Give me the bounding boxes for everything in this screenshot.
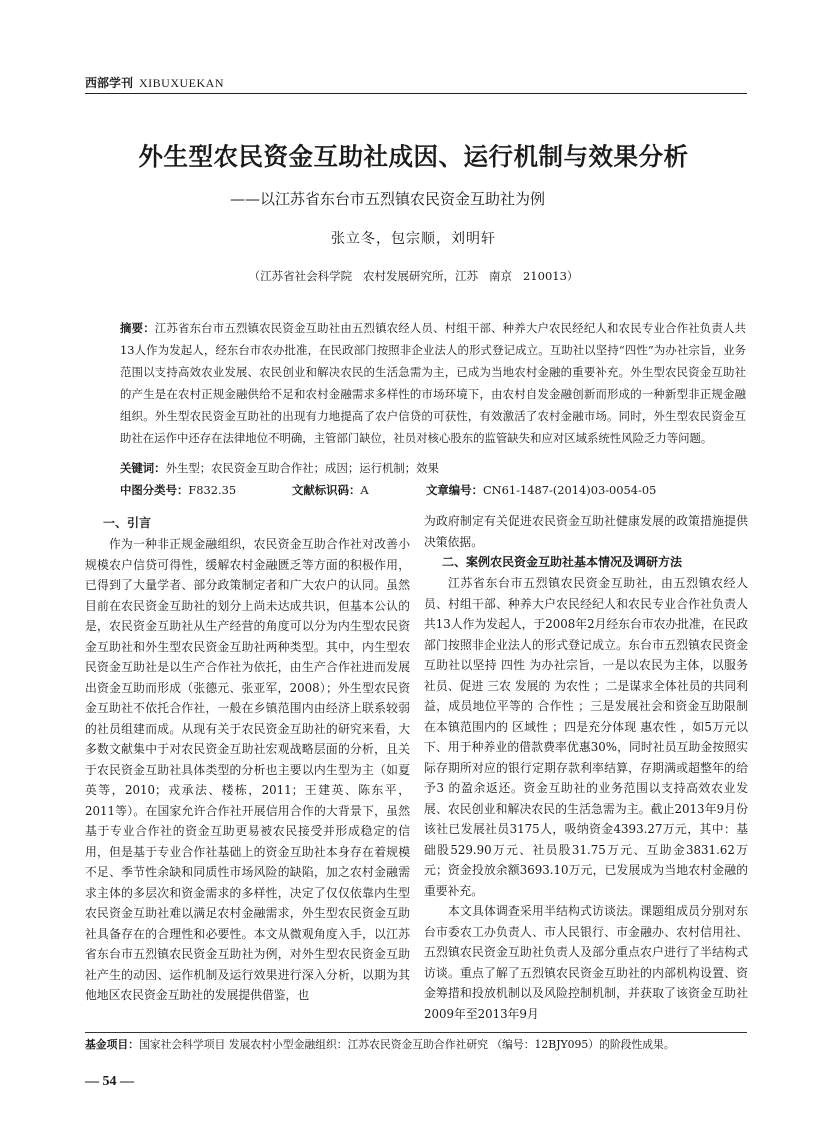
journal-header (85, 74, 224, 91)
left-column (85, 513, 410, 1006)
clc-code: 中图分类号：F832.35 (120, 483, 237, 497)
body-paragraph: 本文具体调查采用半结构式访谈法。课题组成员分别对东台市委农工办负责人、市人民银行、市金融办、农村信用社、五烈镇农民资金互助社负责人及部分重点农户进行了半结构式访谈。重点了解了五烈镇农民资金互助社的内部机构设置、资金筹措和投放机制以及风险控制机制，并获取了该资金互助社2009年至2013年9月 (424, 904, 748, 1021)
right-column (424, 511, 748, 1024)
journal-name-cn: 西部学刊 (85, 76, 134, 90)
affiliation: （江苏省社会科学院 农村发展研究所，江苏 南京 210013） (248, 269, 579, 283)
keywords-text: 外生型；农民资金互助合作社；成因；运行机制；效果 (165, 461, 439, 475)
keywords-label: 关键词： (120, 461, 166, 475)
page-number: — 54 — (85, 1074, 134, 1089)
document-code: 文献标识码：A (292, 483, 369, 497)
journal-name-en: XIBUXUEKAN (139, 76, 225, 90)
body-paragraph: 江苏省东台市五烈镇农民资金互助社，由五烈镇农经人员、村组干部、种养大户农民经纪人和农民专业合作社负责人共13人作为发起人，于2008年2月经东台市农办批准，在民政部门按照非企业法人的形式登记成立。东台市五烈镇农民资金互助社以坚持 四性 为办社宗旨，一是以农民为主体，以服务社员、促进 三农 发展的 为农性 ；二是谋求全体社员的共同利益，成员地位平等的 合作性 ；三是发展社会和资金互助限制在本镇范围内的 区域性 ；四是充分体现 惠农性 ，如5万元以下、用于种养业的借款费率优惠30%，同时社员互助金按照实际存期所对应的银行定期存款利率结算，存期满或超整年的给予3 的盈余返还。资金互助社的业务范围以支持高效农业发展、农民创业和解决农民的生活急需为主。截止2013年9月份该社已发展社员3175人，吸纳资金4393.27万元，其中：基础股529.90万元、社员股31.75万元、互助金3831.62万元；资金投放余额3693.10万元，已发展成为当地农村金融的重要补充。 (424, 576, 748, 898)
body-paragraph-continued: 为政府制定有关促进农民资金互助社健康发展的政策措施提供决策依据。 (424, 514, 748, 549)
author-list: 张立冬，包宗顺，刘明轩 (331, 231, 496, 247)
keywords (120, 460, 746, 476)
body-paragraph: 作为一种非正规金融组织，农民资金互助合作社对改善小规模农户信贷可得性，缓解农村金融匮乏等方面的积极作用，已得到了大量学者、部分政策制定者和广大农户的认同。虽然目前在农民资金互助社的划分上尚未达成共识，但基本公认的是，农民资金互助社从生产经营的角度可以分为内生型农民资金互助社和外生型农民资金互助社两种类型。其中，内生型农民资金互助社是以生产合作社为依托，由生产合作社进而发展出资金互助而形成（张德元、张亚军，2008）；外生型农民资金互助社不依托合作社，一般在乡镇范围内由经济上联系较弱的社员组建而成。从现有关于农民资金互助社的研究来看，大多数文献集中于对农民资金互助社宏观战略层面的分析，且关于农民资金互助社具体类型的分析也主要以内生型为主（如夏英等，2010；戎承法、楼栋，2011；王建英、陈东平，2011等）。在国家允许合作社开展信用合作的大背景下，虽然基于专业合作社的资金互助更易被农民接受并形成稳定的信用，但是基于专业合作社基础上的资金互助社本身存在着规模不足、季节性余缺和同质性市场风险的缺陷，加之农村金融需求主体的多层次和资金需求的多样性，决定了仅仅依靠内生型农民资金互助社难以满足农村金融需求，外生型农民资金互助社具备存在的合理性和必要性。本文从微观角度入手，以江苏省东台市五烈镇农民资金互助社为例，对外生型农民资金互助社产生的动因、运作机制及运行效果进行深入分析，以期为其他地区农民资金互助社的发展提供借鉴，也 (85, 537, 410, 1002)
footnote-label: 基金项目： (85, 1038, 139, 1051)
abstract-label: 摘要： (120, 321, 155, 335)
abstract (120, 317, 746, 449)
funding-footnote (85, 1037, 747, 1052)
paper-subtitle: ——以江苏省东台市五烈镇农民资金互助社为例 (230, 190, 546, 208)
section-heading-case: 二、案例农民资金互助社基本情况及调研方法 (442, 555, 683, 569)
header-rule (85, 93, 747, 94)
paper-title: 外生型农民资金互助社成因、运行机制与效果分析 (138, 142, 689, 171)
footnote-text: 国家社会科学项目 发展农村小型金融组织：江苏农民资金互助合作社研究 （编号：12BJY095）的阶段性成果。 (138, 1038, 675, 1051)
article-number: 文章编号：CN61-1487-(2014)03-0054-05 (426, 483, 657, 497)
section-heading-introduction: 一、引言 (103, 516, 152, 530)
abstract-text: 江苏省东台市五烈镇农民资金互助社由五烈镇农经人员、村组干部、种养大户农民经纪人和农民专业合作社负责人共13人作为发起人，经东台市农办批准，在民政部门按照非企业法人的形式登记成立。互助社以坚持“四性”为办社宗旨，业务范围以支持高效农业发展、农民创业和解决农民的生活急需为主，已成为当地农村金融的重要补充。外生型农民资金互助社的产生是在农村正规金融供给不足和农村金融需求多样性的市场环境下，由农村自发金融创新而形成的一种新型非正规金融组织。外生型农民资金互助社的出现有力地提高了农户信贷的可获性，有效激活了农村金融市场。同时，外生型农民资金互助社在运作中还存在法律地位不明确，主管部门缺位，社员对核心股东的监管缺失和应对区域系统性风险乏力等问题。 (120, 321, 746, 445)
footnote-rule (85, 1032, 747, 1033)
